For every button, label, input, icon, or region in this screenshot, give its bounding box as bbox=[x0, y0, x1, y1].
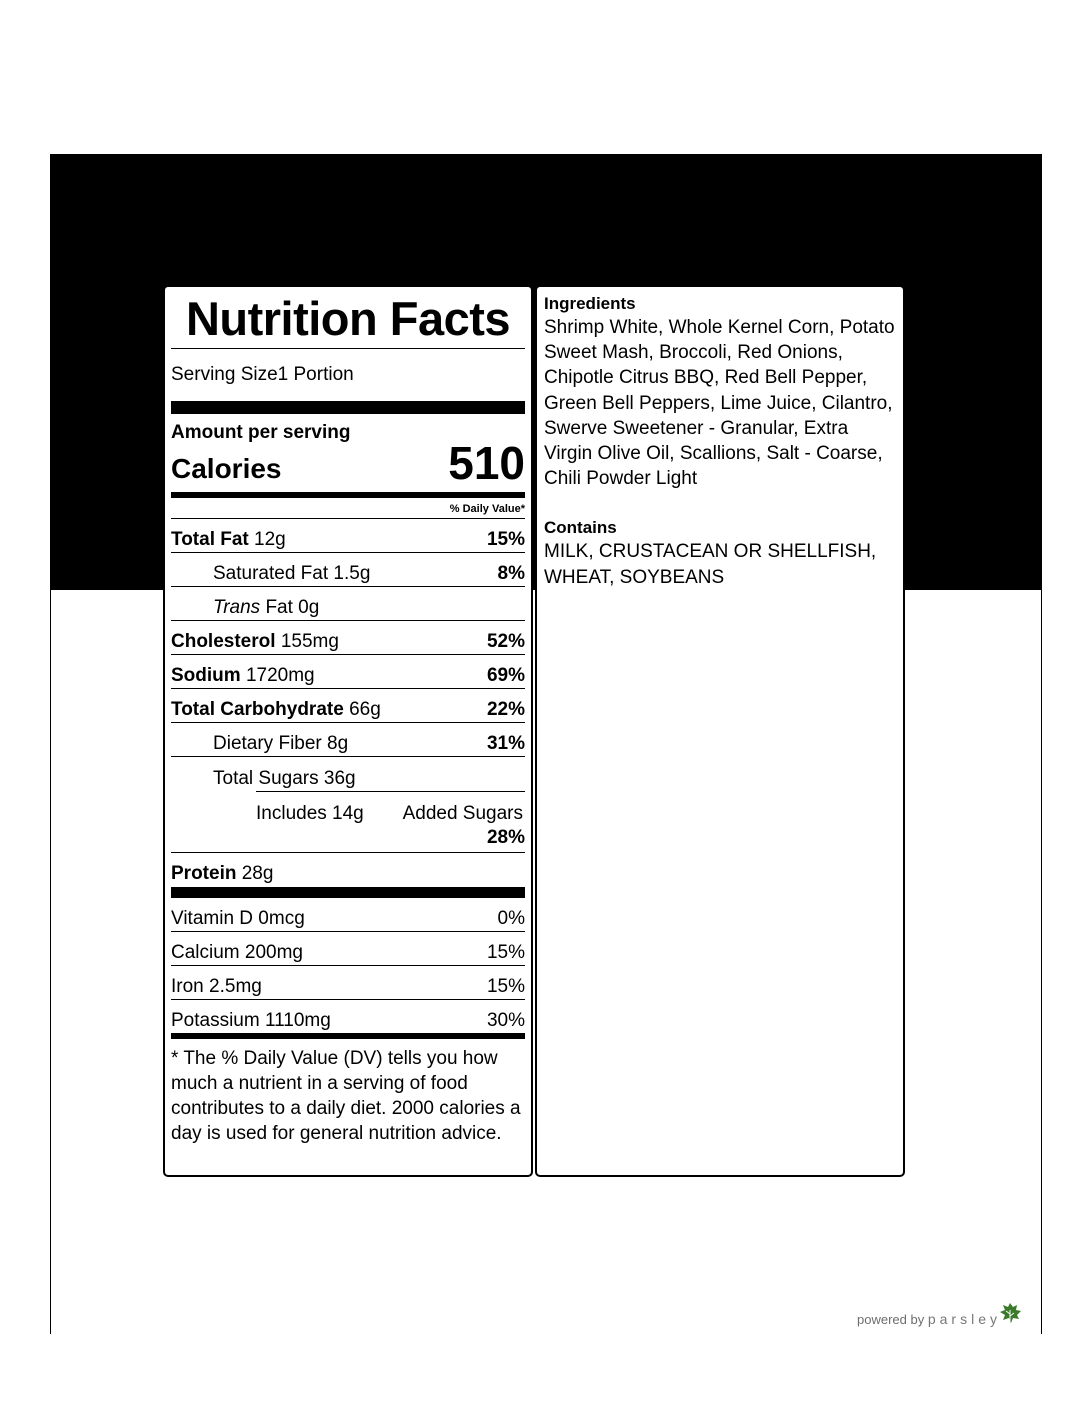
nutrient-row-dietary-fiber bbox=[171, 723, 525, 757]
vitamin-dv: 15% bbox=[486, 942, 525, 963]
ingredients-heading: Ingredients bbox=[544, 294, 636, 313]
added-sugars-amount: Includes 14g bbox=[256, 803, 364, 824]
nutrient-name: Protein bbox=[171, 863, 237, 884]
nutrient-amount: 12g bbox=[254, 529, 286, 550]
nutrient-dv: 31% bbox=[486, 733, 525, 754]
calories-row bbox=[171, 437, 525, 489]
nutrient-name: Trans bbox=[213, 597, 261, 618]
calories-value: 510 bbox=[448, 437, 525, 489]
nutrient-dv: 69% bbox=[486, 665, 525, 686]
nutrient-name: Saturated Fat bbox=[213, 563, 329, 584]
vitamin-row-calcium bbox=[171, 932, 525, 966]
nutrient-name: Cholesterol bbox=[171, 631, 276, 652]
added-sugars-label: Added Sugars bbox=[402, 803, 523, 824]
nutrient-name: Total Sugars bbox=[213, 768, 319, 789]
nutrient-amount: 1720mg bbox=[245, 665, 315, 686]
daily-value-header: % Daily Value* bbox=[171, 498, 525, 519]
vitamin-amount: 1110mg bbox=[264, 1010, 331, 1031]
vitamin-amount: 200mg bbox=[244, 942, 304, 963]
thick-divider bbox=[171, 401, 525, 414]
nutrient-row-added-sugars bbox=[171, 792, 525, 853]
nutrient-row-cholesterol bbox=[171, 621, 525, 655]
nutrient-amount: 66g bbox=[349, 699, 381, 720]
vitamin-dv: 30% bbox=[486, 1010, 525, 1031]
protein-divider bbox=[171, 887, 525, 898]
nutrient-row-total-carbohydrate bbox=[171, 689, 525, 723]
powered-by-text: powered by bbox=[857, 1312, 925, 1327]
nutrient-amount: 155mg bbox=[280, 631, 339, 652]
nutrient-amount: 36g bbox=[323, 768, 356, 789]
nutrient-row-saturated-fat bbox=[171, 553, 525, 587]
amount-per-serving: Amount per serving bbox=[171, 422, 351, 443]
vitamin-row-iron bbox=[171, 966, 525, 1000]
nutrient-row-protein bbox=[171, 853, 525, 887]
vitamin-name: Calcium bbox=[171, 942, 240, 963]
powered-by-credit bbox=[857, 1311, 1001, 1327]
ingredients-text: Shrimp White, Whole Kernel Corn, Potato Sweet Mash, Broccoli, Red Onions, Chipotle Citrus BBQ, Red Bell Pepper, Green Bell Peppers, Lime Juice, Cilantro, Swerve Sweetener - Granular, Extra Virgin Olive Oil, Scallions, Salt - Coarse, Chili Powder Light bbox=[544, 317, 895, 490]
brand-name: parsley bbox=[927, 1311, 1001, 1327]
vitamin-name: Vitamin D bbox=[171, 908, 254, 929]
nutrient-row-total-sugars bbox=[171, 757, 525, 791]
nutrition-facts-panel bbox=[163, 285, 533, 1177]
vitamin-amount: 0mcg bbox=[258, 908, 305, 929]
nutrient-dv: 8% bbox=[497, 563, 525, 584]
daily-value-footnote: * The % Daily Value (DV) tells you how much a nutrient in a serving of food contributes to a daily diet. 2000 calories a day is used for general nutrition advice. bbox=[171, 1048, 521, 1144]
nutrient-dv: 15% bbox=[486, 529, 525, 550]
vitamin-dv: 15% bbox=[486, 976, 525, 997]
leaf-icon bbox=[998, 1302, 1022, 1324]
nutrient-name: Total Fat bbox=[171, 529, 249, 550]
nutrient-amount: 28g bbox=[241, 863, 274, 884]
nutrition-facts-title: Nutrition Facts bbox=[171, 290, 525, 349]
vitamin-name: Iron bbox=[171, 976, 204, 997]
nutrient-name: Dietary Fiber bbox=[213, 733, 322, 754]
nutrient-amount: 1.5g bbox=[333, 563, 371, 584]
contains-text: MILK, CRUSTACEAN OR SHELLFISH, WHEAT, SOYBEANS bbox=[544, 541, 877, 588]
nutrient-name: Total Carbohydrate bbox=[171, 699, 344, 720]
vitamin-dv: 0% bbox=[497, 908, 525, 929]
vitamin-name: Potassium bbox=[171, 1010, 260, 1031]
nutrient-dv: 52% bbox=[486, 631, 525, 652]
nutrient-row-total-fat bbox=[171, 519, 525, 553]
nutrient-name: Sodium bbox=[171, 665, 241, 686]
calories-label: Calories bbox=[171, 453, 282, 484]
nutrient-amount: 8g bbox=[327, 733, 349, 754]
nutrient-row-sodium bbox=[171, 655, 525, 689]
nutrient-dv: 22% bbox=[486, 699, 525, 720]
ingredients-panel bbox=[535, 285, 905, 1177]
contains-heading: Contains bbox=[544, 518, 617, 538]
added-sugars-dv: 28% bbox=[486, 827, 525, 848]
serving-size: Serving Size1 Portion bbox=[171, 364, 354, 385]
nutrient-row-trans-fat bbox=[171, 587, 525, 621]
nutrient-amount: Fat 0g bbox=[265, 597, 320, 618]
vitamin-row-potassium bbox=[171, 1000, 525, 1039]
vitamin-amount: 2.5mg bbox=[209, 976, 262, 997]
vitamin-row-vitamin-d bbox=[171, 898, 525, 932]
